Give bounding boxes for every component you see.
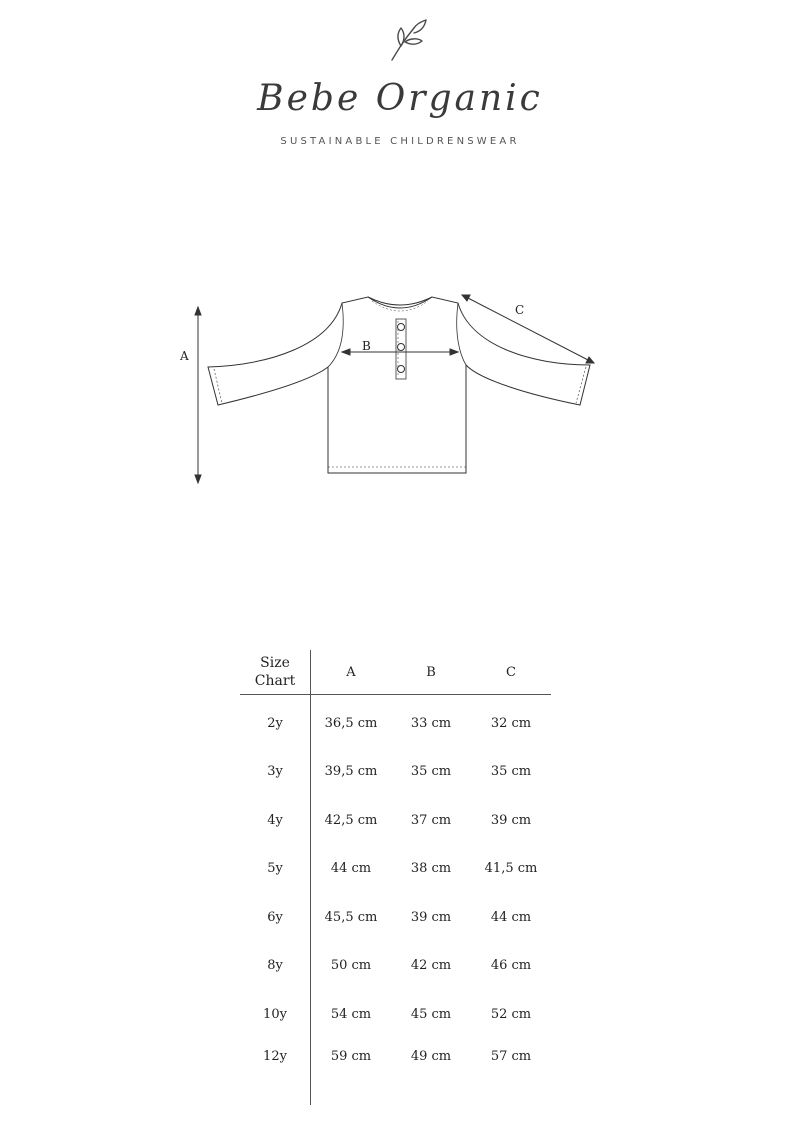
value-cell-a: 54 cm	[330, 1006, 372, 1022]
dimension-label-c: C	[515, 303, 525, 317]
size-cell: 8y	[240, 942, 311, 991]
value-cell-b: 35 cm	[410, 764, 452, 780]
value-cell-c: 35 cm	[490, 764, 532, 780]
size-cell: 10y	[240, 990, 311, 1039]
value-cell-a: 50 cm	[330, 958, 372, 974]
table-row	[240, 845, 551, 894]
table-row	[240, 893, 551, 942]
size-cell: 2y	[240, 695, 311, 748]
column-header-c: C	[506, 664, 516, 680]
value-cell-c: 44 cm	[490, 909, 532, 925]
value-cell-b: 49 cm	[410, 1048, 452, 1064]
brand-name: Bebe Organic	[257, 78, 543, 119]
value-cell-c: 41,5 cm	[484, 861, 538, 877]
value-cell-a: 59 cm	[330, 1048, 372, 1064]
table-row	[240, 990, 551, 1039]
value-cell-b: 45 cm	[410, 1006, 452, 1022]
value-cell-b: 38 cm	[410, 861, 452, 877]
value-cell-a: 36,5 cm	[324, 715, 378, 731]
value-cell-b: 37 cm	[410, 812, 452, 828]
table-row	[240, 942, 551, 991]
value-cell-a: 44 cm	[330, 861, 372, 877]
brand-tagline: SUSTAINABLE CHILDRENSWEAR	[280, 136, 520, 147]
value-cell-c: 46 cm	[490, 958, 532, 974]
leaf-sprig-icon	[380, 16, 430, 66]
size-cell: 6y	[240, 893, 311, 942]
size-chart-title-line1: Size	[260, 654, 290, 671]
column-header-b: B	[426, 664, 436, 680]
size-chart-title	[240, 650, 311, 695]
table-row	[240, 1039, 551, 1105]
value-cell-b: 33 cm	[410, 715, 452, 731]
value-cell-c: 52 cm	[490, 1006, 532, 1022]
dimension-label-b: B	[362, 339, 371, 353]
table-row	[240, 748, 551, 797]
dimension-label-a: A	[180, 349, 189, 363]
size-cell: 12y	[240, 1039, 311, 1105]
long-sleeve-henley-shirt-icon	[170, 285, 620, 490]
size-chart-title-line2: Chart	[254, 673, 296, 689]
table-row	[240, 796, 551, 845]
size-chart-header-row	[240, 650, 551, 695]
value-cell-c: 39 cm	[490, 812, 532, 828]
value-cell-c: 32 cm	[490, 715, 532, 731]
value-cell-b: 39 cm	[410, 909, 452, 925]
size-cell: 3y	[240, 748, 311, 797]
value-cell-a: 45,5 cm	[324, 909, 378, 925]
value-cell-c: 57 cm	[490, 1048, 532, 1064]
column-header-a: A	[346, 664, 356, 680]
size-cell: 5y	[240, 845, 311, 894]
value-cell-a: 42,5 cm	[324, 812, 378, 828]
size-cell: 4y	[240, 796, 311, 845]
value-cell-a: 39,5 cm	[324, 764, 378, 780]
table-row	[240, 695, 551, 748]
value-cell-b: 42 cm	[410, 958, 452, 974]
size-chart-table	[240, 650, 551, 1105]
